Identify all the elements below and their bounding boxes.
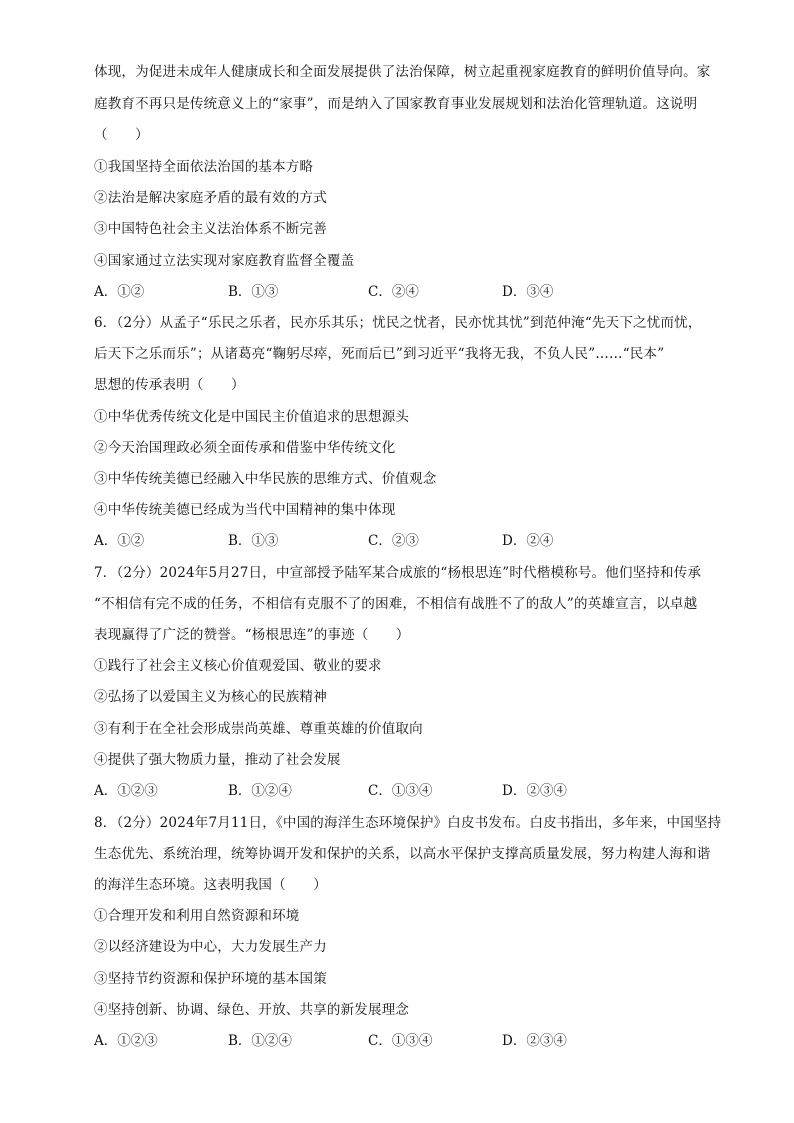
q6-option-a[interactable]: A．①② [94,533,145,549]
q6-option-c[interactable]: C．②③ [368,533,419,549]
q7-item-3: ③有利于在全社会形成崇尚英雄、尊重英雄的价值取向 [94,721,423,737]
q5-stem-line-1: 体现，为促进未成年人健康成长和全面发展提供了法治保障，树立起重视家庭教育的鲜明价值导向。家 [94,64,711,80]
q8-option-c[interactable]: C．①③④ [368,1033,433,1049]
q6-options [94,531,714,551]
q6-item-2: ②今天治国理政必须全面传承和借鉴中华传统文化 [94,440,396,456]
q6-item-1: ①中华优秀传统文化是中国民主价值追求的思想源头 [94,409,410,425]
q6-option-d[interactable]: D．②④ [502,533,554,549]
q8-options [94,1031,714,1051]
q5-option-a[interactable]: A．①② [94,284,145,300]
q7-item-1: ①践行了社会主义核心价值观爱国、敬业的要求 [94,658,382,674]
q7-option-a[interactable]: A．①②③ [94,783,158,799]
q7-stem-line-3: 表现赢得了广泛的赞誉。“杨根思连”的事迹（ ） [94,627,410,643]
q5-option-b[interactable]: B．①③ [228,284,279,300]
q8-option-a[interactable]: A．①②③ [94,1033,158,1049]
q7-option-b[interactable]: B．①②④ [228,783,292,799]
q5-stem-line-2: 庭教育不再只是传统意义上的“家事”，而是纳入了国家教育事业发展规划和法治化管理轨道。这说明 [94,96,698,112]
q6-option-b[interactable]: B．①③ [228,533,279,549]
q8-stem-line-1: 8．（2分）2024年7月11日，《中国的海洋生态环境保护》白皮书发布。白皮书指出，多年来，中国坚持 [94,815,722,831]
q7-item-2: ②弘扬了以爱国主义为核心的民族精神 [94,689,327,705]
q5-option-d[interactable]: D．③④ [502,284,554,300]
q6-item-3: ③中华传统美德已经融入中华民族的思维方式、价值观念 [94,471,437,487]
q8-item-1: ①合理开发和利用自然资源和环境 [94,908,300,924]
q8-item-3: ③坚持节约资源和保护环境的基本国策 [94,971,327,987]
q8-stem-line-2: 生态优先、系统治理，统筹协调开发和保护的关系，以高水平保护支撑高质量发展，努力构建人海和谐 [94,846,711,862]
q7-item-4: ④提供了强大物质力量，推动了社会发展 [94,752,341,768]
q6-item-4: ④中华传统美德已经成为当代中国精神的集中体现 [94,502,396,518]
q6-stem-line-3: 思想的传承表明（ ） [94,377,245,393]
q7-option-c[interactable]: C．①③④ [368,783,433,799]
q8-item-2: ②以经济建设为中心，大力发展生产力 [94,939,327,955]
q7-option-d[interactable]: D．②③④ [502,783,567,799]
q8-stem-line-3: 的海洋生态环境。这表明我国（ ） [94,877,327,893]
q5-item-2: ②法治是解决家庭矛盾的最有效的方式 [94,190,327,206]
q6-stem-line-2: 后天下之乐而乐”；从诸葛亮“鞠躬尽瘁，死而后已”到习近平“我将无我，不负人民”……“民本” [94,346,665,362]
q7-stem-line-2: “不相信有完不成的任务，不相信有克服不了的困难，不相信有战胜不了的敌人”的英雄宣言，以卓越 [94,596,698,612]
q7-stem-line-1: 7．（2分）2024年5月27日，中宣部授予陆军某合成旅的“杨根思连”时代楷模称号。他们坚持和传承 [94,565,702,581]
q8-option-d[interactable]: D．②③④ [502,1033,567,1049]
q5-stem-line-3: （ ） [94,127,149,143]
q7-options [94,781,714,801]
q5-item-1: ①我国坚持全面依法治国的基本方略 [94,159,314,175]
q5-option-c[interactable]: C．②④ [368,284,419,300]
q8-item-4: ④坚持创新、协调、绿色、开放、共享的新发展理念 [94,1002,410,1018]
q8-option-b[interactable]: B．①②④ [228,1033,292,1049]
q5-options [94,282,714,302]
q5-item-3: ③中国特色社会主义法治体系不断完善 [94,221,327,237]
q6-stem-line-1: 6．（2分）从孟子“乐民之乐者，民亦乐其乐；忧民之忧者，民亦忧其忧”到范仲淹“先天下之忧而忧， [94,315,702,331]
q5-item-4: ④国家通过立法实现对家庭教育监督全覆盖 [94,253,355,269]
